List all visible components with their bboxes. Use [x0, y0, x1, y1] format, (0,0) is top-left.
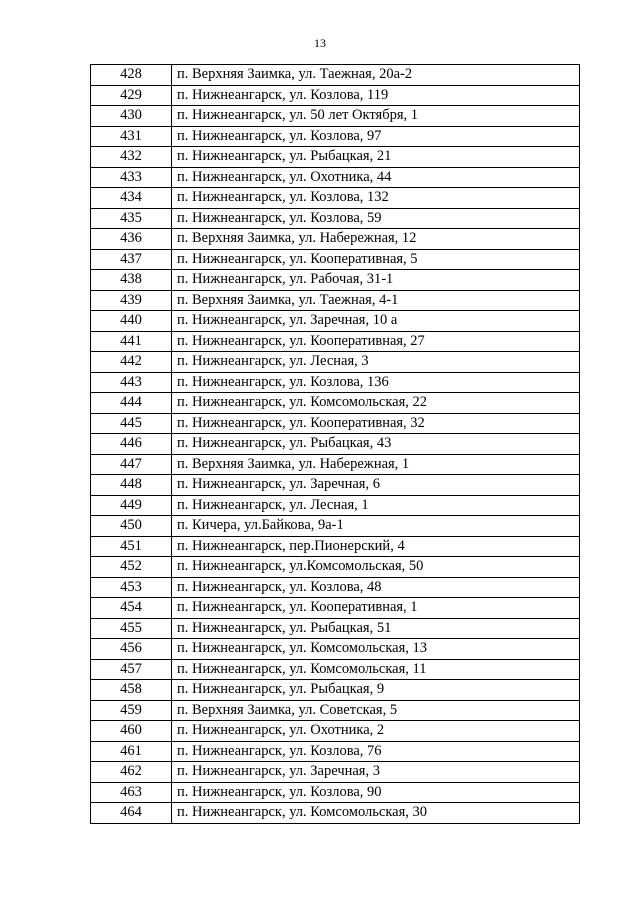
row-address: п. Нижнеангарск, ул. Рыбацкая, 21 — [172, 147, 580, 168]
table-row — [91, 598, 580, 619]
table-row — [91, 782, 580, 803]
page-number: 13 — [314, 36, 326, 50]
row-number: 437 — [91, 249, 172, 270]
row-number: 458 — [91, 680, 172, 701]
table-row — [91, 557, 580, 578]
table-row — [91, 106, 580, 127]
row-address: п. Нижнеангарск, ул. Козлова, 97 — [172, 126, 580, 147]
table-row — [91, 434, 580, 455]
row-address: п. Верхняя Заимка, ул. Таежная, 20а-2 — [172, 65, 580, 86]
row-address: п. Нижнеангарск, ул. 50 лет Октября, 1 — [172, 106, 580, 127]
row-number: 451 — [91, 536, 172, 557]
row-number: 460 — [91, 721, 172, 742]
table-row — [91, 700, 580, 721]
table-row — [91, 208, 580, 229]
row-address: п. Нижнеангарск, ул. Охотника, 2 — [172, 721, 580, 742]
table-row — [91, 516, 580, 537]
table-row — [91, 762, 580, 783]
row-number: 439 — [91, 290, 172, 311]
row-number: 442 — [91, 352, 172, 373]
row-number: 428 — [91, 65, 172, 86]
row-address: п. Нижнеангарск, ул. Козлова, 132 — [172, 188, 580, 209]
table-row — [91, 290, 580, 311]
row-address: п. Кичера, ул.Байкова, 9а-1 — [172, 516, 580, 537]
row-address: п. Нижнеангарск, ул. Козлова, 76 — [172, 741, 580, 762]
row-address: п. Нижнеангарск, ул. Рыбацкая, 51 — [172, 618, 580, 639]
row-number: 453 — [91, 577, 172, 598]
table-row — [91, 188, 580, 209]
row-number: 438 — [91, 270, 172, 291]
row-number: 435 — [91, 208, 172, 229]
row-number: 429 — [91, 85, 172, 106]
row-address: п. Нижнеангарск, ул. Рыбацкая, 43 — [172, 434, 580, 455]
row-number: 443 — [91, 372, 172, 393]
table-row — [91, 249, 580, 270]
row-number: 446 — [91, 434, 172, 455]
table-row — [91, 352, 580, 373]
table-row — [91, 229, 580, 250]
row-address: п. Нижнеангарск, ул. Козлова, 48 — [172, 577, 580, 598]
table-row — [91, 311, 580, 332]
row-address: п. Нижнеангарск, ул. Рыбацкая, 9 — [172, 680, 580, 701]
row-address: п. Верхняя Заимка, ул. Набережная, 1 — [172, 454, 580, 475]
row-address: п. Нижнеангарск, ул. Кооперативная, 5 — [172, 249, 580, 270]
row-number: 434 — [91, 188, 172, 209]
row-number: 462 — [91, 762, 172, 783]
row-address: п. Нижнеангарск, ул. Заречная, 6 — [172, 475, 580, 496]
table-row — [91, 680, 580, 701]
row-number: 454 — [91, 598, 172, 619]
row-address: п. Нижнеангарск, ул. Комсомольская, 22 — [172, 393, 580, 414]
row-address: п. Нижнеангарск, ул. Кооперативная, 32 — [172, 413, 580, 434]
row-address: п. Нижнеангарск, ул. Охотника, 44 — [172, 167, 580, 188]
table-row — [91, 147, 580, 168]
row-number: 459 — [91, 700, 172, 721]
row-address: п. Нижнеангарск, ул. Козлова, 119 — [172, 85, 580, 106]
row-number: 449 — [91, 495, 172, 516]
row-number: 450 — [91, 516, 172, 537]
row-address: п. Нижнеангарск, ул. Комсомольская, 13 — [172, 639, 580, 660]
row-number: 464 — [91, 803, 172, 824]
table-row — [91, 803, 580, 824]
table-row — [91, 393, 580, 414]
row-address: п. Нижнеангарск, ул. Кооперативная, 27 — [172, 331, 580, 352]
row-number: 444 — [91, 393, 172, 414]
row-address: п. Нижнеангарск, ул. Лесная, 1 — [172, 495, 580, 516]
row-address: п. Нижнеангарск, ул. Комсомольская, 30 — [172, 803, 580, 824]
row-number: 440 — [91, 311, 172, 332]
row-number: 445 — [91, 413, 172, 434]
row-number: 461 — [91, 741, 172, 762]
row-number: 452 — [91, 557, 172, 578]
table-row — [91, 659, 580, 680]
row-number: 448 — [91, 475, 172, 496]
row-address: п. Нижнеангарск, ул. Козлова, 136 — [172, 372, 580, 393]
row-address: п. Нижнеангарск, ул. Лесная, 3 — [172, 352, 580, 373]
row-address: п. Нижнеангарск, ул. Козлова, 59 — [172, 208, 580, 229]
table-row — [91, 331, 580, 352]
row-address: п. Нижнеангарск, ул.Комсомольская, 50 — [172, 557, 580, 578]
row-address: п. Нижнеангарск, ул. Заречная, 10 а — [172, 311, 580, 332]
row-number: 433 — [91, 167, 172, 188]
table-row — [91, 372, 580, 393]
row-address: п. Нижнеангарск, ул. Рабочая, 31-1 — [172, 270, 580, 291]
table-row — [91, 741, 580, 762]
row-number: 436 — [91, 229, 172, 250]
address-table-body — [91, 65, 580, 824]
row-address: п. Нижнеангарск, ул. Заречная, 3 — [172, 762, 580, 783]
row-address: п. Нижнеангарск, ул. Кооперативная, 1 — [172, 598, 580, 619]
table-row — [91, 167, 580, 188]
row-number: 430 — [91, 106, 172, 127]
row-number: 463 — [91, 782, 172, 803]
row-number: 431 — [91, 126, 172, 147]
row-address: п. Верхняя Заимка, ул. Советская, 5 — [172, 700, 580, 721]
table-row — [91, 721, 580, 742]
row-number: 447 — [91, 454, 172, 475]
row-number: 455 — [91, 618, 172, 639]
row-address: п. Нижнеангарск, пер.Пионерский, 4 — [172, 536, 580, 557]
table-row — [91, 454, 580, 475]
row-address: п. Нижнеангарск, ул. Комсомольская, 11 — [172, 659, 580, 680]
table-row — [91, 577, 580, 598]
table-row — [91, 126, 580, 147]
row-number: 457 — [91, 659, 172, 680]
row-address: п. Верхняя Заимка, ул. Набережная, 12 — [172, 229, 580, 250]
table-row — [91, 65, 580, 86]
row-address: п. Нижнеангарск, ул. Козлова, 90 — [172, 782, 580, 803]
row-number: 456 — [91, 639, 172, 660]
table-row — [91, 618, 580, 639]
table-row — [91, 475, 580, 496]
row-number: 441 — [91, 331, 172, 352]
table-row — [91, 639, 580, 660]
table-row — [91, 413, 580, 434]
row-address: п. Верхняя Заимка, ул. Таежная, 4-1 — [172, 290, 580, 311]
table-row — [91, 270, 580, 291]
table-row — [91, 536, 580, 557]
table-row — [91, 495, 580, 516]
address-table — [90, 64, 580, 824]
row-number: 432 — [91, 147, 172, 168]
table-row — [91, 85, 580, 106]
